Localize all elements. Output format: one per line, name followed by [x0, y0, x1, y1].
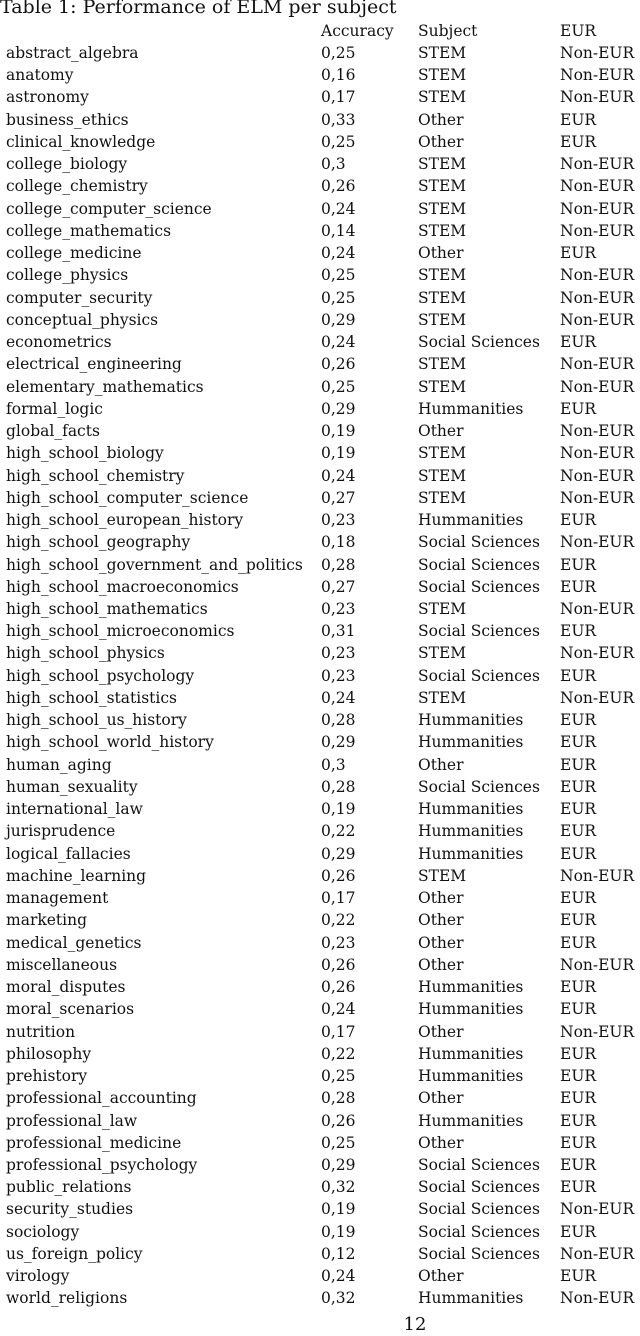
- cell-eur: EUR: [560, 622, 597, 641]
- cell-accuracy: 0,26: [321, 177, 356, 196]
- cell-subject: Other: [418, 955, 464, 974]
- cell-accuracy: 0,24: [321, 333, 356, 352]
- cell-accuracy: 0,24: [321, 244, 356, 263]
- cell-name: high_school_microeconomics: [6, 622, 235, 641]
- table-row: [0, 754, 640, 776]
- cell-subject: Social Sciences: [418, 533, 540, 552]
- cell-subject: Social Sciences: [418, 555, 540, 574]
- cell-eur: EUR: [560, 511, 597, 530]
- cell-name: college_computer_science: [6, 199, 212, 218]
- cell-name: professional_psychology: [6, 1156, 198, 1174]
- cell-accuracy: 0,28: [321, 777, 356, 796]
- cell-accuracy: 0,23: [321, 666, 356, 685]
- table-row: [0, 353, 640, 375]
- cell-eur: Non-EUR: [560, 1200, 635, 1219]
- cell-eur: EUR: [560, 132, 597, 151]
- cell-subject: STEM: [418, 310, 467, 329]
- cell-accuracy: 0,31: [321, 622, 356, 641]
- cell-accuracy: 0,18: [321, 533, 356, 552]
- cell-accuracy: 0,32: [321, 1289, 356, 1308]
- cell-subject: STEM: [418, 355, 467, 374]
- table-row: [0, 131, 640, 153]
- table-row: [0, 932, 640, 954]
- cell-eur: Non-EUR: [560, 377, 635, 396]
- cell-eur: EUR: [560, 978, 597, 997]
- cell-eur: Non-EUR: [560, 422, 635, 441]
- cell-accuracy: 0,25: [321, 377, 356, 396]
- table-row: [0, 1287, 640, 1309]
- cell-accuracy: 0,19: [321, 800, 356, 819]
- cell-eur: Non-EUR: [560, 466, 635, 485]
- cell-eur: Non-EUR: [560, 66, 635, 85]
- cell-accuracy: 0,24: [321, 688, 356, 707]
- cell-accuracy: 0,25: [321, 288, 356, 307]
- cell-accuracy: 0,26: [321, 1111, 356, 1130]
- cell-eur: Non-EUR: [560, 600, 635, 618]
- table-row: [0, 687, 640, 709]
- cell-name: high_school_computer_science: [6, 488, 249, 507]
- cell-subject: Hummanities: [418, 1000, 524, 1019]
- cell-eur: EUR: [560, 777, 597, 796]
- cell-accuracy: 0,19: [321, 1200, 356, 1219]
- cell-name: college_medicine: [6, 244, 142, 263]
- cell-eur: EUR: [560, 555, 597, 574]
- table-row: [0, 175, 640, 197]
- header-eur: EUR: [560, 22, 597, 40]
- cell-name: high_school_physics: [6, 644, 165, 663]
- table-row: [0, 998, 640, 1020]
- cell-eur: Non-EUR: [560, 955, 635, 974]
- cell-subject: Social Sciences: [418, 777, 540, 796]
- cell-name: jurisprudence: [6, 822, 116, 841]
- cell-name: moral_scenarios: [6, 1000, 135, 1019]
- cell-name: international_law: [6, 800, 143, 819]
- cell-name: global_facts: [6, 422, 100, 441]
- cell-name: machine_learning: [6, 866, 147, 885]
- cell-eur: Non-EUR: [560, 644, 635, 663]
- cell-eur: Non-EUR: [560, 355, 635, 374]
- table-row: [0, 1198, 640, 1220]
- cell-eur: EUR: [560, 1000, 597, 1019]
- cell-name: professional_accounting: [6, 1089, 197, 1108]
- table-row: [0, 954, 640, 976]
- cell-subject: STEM: [418, 66, 467, 85]
- cell-eur: EUR: [560, 399, 597, 418]
- cell-name: virology: [6, 1267, 70, 1286]
- cell-accuracy: 0,17: [321, 88, 356, 107]
- cell-name: college_physics: [6, 266, 129, 285]
- table-row: [0, 331, 640, 353]
- cell-eur: EUR: [560, 800, 597, 819]
- table-row: [0, 776, 640, 798]
- cell-name: world_religions: [6, 1289, 128, 1308]
- cell-subject: STEM: [418, 155, 467, 174]
- cell-name: high_school_psychology: [6, 666, 195, 685]
- table-row: [0, 1021, 640, 1043]
- cell-subject: STEM: [418, 44, 467, 62]
- cell-subject: Social Sciences: [418, 1178, 540, 1197]
- cell-name: high_school_biology: [6, 444, 164, 463]
- cell-accuracy: 0,29: [321, 310, 356, 329]
- table-row: [0, 1110, 640, 1132]
- cell-eur: Non-EUR: [560, 1022, 635, 1041]
- cell-subject: STEM: [418, 266, 467, 285]
- cell-eur: Non-EUR: [560, 155, 635, 174]
- cell-eur: EUR: [560, 577, 597, 596]
- table-row: [0, 1176, 640, 1198]
- cell-subject: Social Sciences: [418, 1222, 540, 1241]
- cell-name: anatomy: [6, 66, 74, 85]
- table-row: [0, 86, 640, 108]
- cell-accuracy: 0,29: [321, 1156, 356, 1174]
- cell-name: college_biology: [6, 155, 128, 174]
- cell-accuracy: 0,3: [321, 155, 346, 174]
- cell-eur: EUR: [560, 1133, 597, 1152]
- cell-accuracy: 0,23: [321, 933, 356, 952]
- cell-subject: Other: [418, 1267, 464, 1286]
- cell-eur: EUR: [560, 822, 597, 841]
- cell-subject: Hummanities: [418, 978, 524, 997]
- cell-accuracy: 0,27: [321, 488, 356, 507]
- cell-name: high_school_geography: [6, 533, 191, 552]
- table-row: [0, 220, 640, 242]
- cell-eur: EUR: [560, 889, 597, 908]
- cell-name: electrical_engineering: [6, 355, 182, 374]
- cell-name: marketing: [6, 911, 88, 930]
- cell-name: conceptual_physics: [6, 310, 159, 329]
- cell-name: high_school_macroeconomics: [6, 577, 239, 596]
- table-row: [0, 398, 640, 420]
- table-row: [0, 465, 640, 487]
- cell-subject: STEM: [418, 866, 467, 885]
- cell-subject: Hummanities: [418, 1044, 524, 1063]
- cell-name: high_school_world_history: [6, 733, 214, 752]
- cell-eur: EUR: [560, 1156, 597, 1174]
- cell-subject: Hummanities: [418, 1067, 524, 1086]
- cell-eur: EUR: [560, 1111, 597, 1130]
- table-row: [0, 798, 640, 820]
- cell-subject: Hummanities: [418, 1289, 524, 1308]
- cell-subject: Hummanities: [418, 511, 524, 530]
- cell-accuracy: 0,32: [321, 1178, 356, 1197]
- cell-name: high_school_mathematics: [6, 600, 208, 618]
- cell-accuracy: 0,33: [321, 110, 356, 129]
- cell-eur: Non-EUR: [560, 444, 635, 463]
- table-row: [0, 198, 640, 220]
- cell-subject: STEM: [418, 688, 467, 707]
- table-row: [0, 109, 640, 131]
- cell-subject: STEM: [418, 644, 467, 663]
- cell-accuracy: 0,17: [321, 889, 356, 908]
- cell-subject: Hummanities: [418, 844, 524, 863]
- cell-accuracy: 0,24: [321, 1267, 356, 1286]
- cell-name: astronomy: [6, 88, 89, 107]
- cell-name: logical_fallacies: [6, 844, 131, 863]
- cell-subject: Hummanities: [418, 733, 524, 752]
- cell-subject: STEM: [418, 488, 467, 507]
- cell-accuracy: 0,25: [321, 266, 356, 285]
- cell-name: nutrition: [6, 1022, 76, 1041]
- cell-subject: Social Sciences: [418, 1200, 540, 1219]
- cell-accuracy: 0,24: [321, 1000, 356, 1019]
- table-row: [0, 1243, 640, 1265]
- table-row: [0, 1043, 640, 1065]
- cell-accuracy: 0,22: [321, 1044, 356, 1063]
- cell-subject: Other: [418, 422, 464, 441]
- cell-subject: Hummanities: [418, 822, 524, 841]
- table-row: [0, 865, 640, 887]
- table-row: [0, 843, 640, 865]
- table-row: [0, 709, 640, 731]
- cell-name: professional_law: [6, 1111, 138, 1130]
- cell-accuracy: 0,23: [321, 600, 356, 618]
- cell-name: college_chemistry: [6, 177, 148, 196]
- table-row: [0, 909, 640, 931]
- table-row: [0, 820, 640, 842]
- cell-accuracy: 0,19: [321, 444, 356, 463]
- cell-eur: Non-EUR: [560, 88, 635, 107]
- table-row: [0, 264, 640, 286]
- cell-subject: Social Sciences: [418, 333, 540, 352]
- table-row: [0, 1265, 640, 1287]
- cell-name: us_foreign_policy: [6, 1244, 143, 1263]
- cell-accuracy: 0,28: [321, 711, 356, 730]
- cell-name: econometrics: [6, 333, 112, 352]
- cell-accuracy: 0,25: [321, 1067, 356, 1086]
- table-row: [0, 287, 640, 309]
- cell-accuracy: 0,19: [321, 422, 356, 441]
- cell-subject: Other: [418, 911, 464, 930]
- cell-eur: EUR: [560, 933, 597, 952]
- cell-accuracy: 0,14: [321, 221, 356, 240]
- cell-name: security_studies: [6, 1200, 134, 1219]
- cell-name: moral_disputes: [6, 978, 126, 997]
- table-row: [0, 42, 640, 64]
- cell-accuracy: 0,22: [321, 911, 356, 930]
- table-row: [0, 1065, 640, 1087]
- table-row: [0, 976, 640, 998]
- cell-accuracy: 0,29: [321, 733, 356, 752]
- cell-name: computer_security: [6, 288, 153, 307]
- cell-subject: Other: [418, 1022, 464, 1041]
- cell-subject: Social Sciences: [418, 666, 540, 685]
- cell-accuracy: 0,17: [321, 1022, 356, 1041]
- cell-accuracy: 0,29: [321, 844, 356, 863]
- table-row: [0, 376, 640, 398]
- table-row: [0, 153, 640, 175]
- cell-accuracy: 0,16: [321, 66, 356, 85]
- cell-accuracy: 0,26: [321, 355, 356, 374]
- cell-accuracy: 0,3: [321, 755, 346, 774]
- cell-eur: Non-EUR: [560, 288, 635, 307]
- cell-eur: EUR: [560, 1089, 597, 1108]
- table-row: [0, 1132, 640, 1154]
- header-accuracy: Accuracy: [321, 22, 394, 40]
- cell-eur: Non-EUR: [560, 221, 635, 240]
- cell-accuracy: 0,27: [321, 577, 356, 596]
- cell-eur: EUR: [560, 244, 597, 263]
- cell-subject: STEM: [418, 600, 467, 618]
- cell-accuracy: 0,19: [321, 1222, 356, 1241]
- cell-eur: Non-EUR: [560, 199, 635, 218]
- cell-name: clinical_knowledge: [6, 132, 156, 151]
- cell-accuracy: 0,25: [321, 132, 356, 151]
- cell-accuracy: 0,22: [321, 822, 356, 841]
- cell-accuracy: 0,26: [321, 978, 356, 997]
- table-row: [0, 531, 640, 553]
- cell-eur: EUR: [560, 911, 597, 930]
- cell-eur: EUR: [560, 1267, 597, 1286]
- cell-eur: Non-EUR: [560, 44, 635, 62]
- cell-name: high_school_government_and_politics: [6, 555, 303, 574]
- cell-subject: STEM: [418, 288, 467, 307]
- cell-subject: Hummanities: [418, 800, 524, 819]
- cell-name: sociology: [6, 1222, 80, 1241]
- cell-eur: EUR: [560, 1044, 597, 1063]
- cell-name: philosophy: [6, 1044, 92, 1063]
- cell-subject: Other: [418, 933, 464, 952]
- cell-name: management: [6, 889, 109, 908]
- cell-subject: Hummanities: [418, 1111, 524, 1130]
- cell-eur: EUR: [560, 844, 597, 863]
- table-row: [0, 242, 640, 264]
- table-row: [0, 64, 640, 86]
- cell-eur: EUR: [560, 1222, 597, 1241]
- cell-eur: Non-EUR: [560, 310, 635, 329]
- cell-subject: Other: [418, 132, 464, 151]
- cell-eur: EUR: [560, 733, 597, 752]
- cell-eur: Non-EUR: [560, 866, 635, 885]
- table-row: [0, 620, 640, 642]
- cell-subject: Other: [418, 889, 464, 908]
- table-row: [0, 420, 640, 442]
- cell-eur: Non-EUR: [560, 533, 635, 552]
- cell-accuracy: 0,29: [321, 399, 356, 418]
- cell-accuracy: 0,26: [321, 866, 356, 885]
- cell-subject: Other: [418, 1089, 464, 1108]
- cell-name: human_sexuality: [6, 777, 138, 796]
- cell-name: professional_medicine: [6, 1133, 182, 1152]
- cell-eur: EUR: [560, 1067, 597, 1086]
- cell-name: public_relations: [6, 1178, 132, 1197]
- header-subject: Subject: [418, 22, 478, 40]
- table-row: [0, 442, 640, 464]
- table-header: [0, 20, 640, 42]
- cell-name: high_school_european_history: [6, 511, 244, 530]
- table-row: [0, 554, 640, 576]
- cell-subject: STEM: [418, 177, 467, 196]
- cell-name: human_aging: [6, 755, 112, 774]
- cell-name: high_school_chemistry: [6, 466, 185, 485]
- table-row: [0, 509, 640, 531]
- cell-subject: Other: [418, 755, 464, 774]
- cell-subject: Social Sciences: [418, 1156, 540, 1174]
- cell-subject: STEM: [418, 199, 467, 218]
- cell-name: elementary_mathematics: [6, 377, 204, 396]
- cell-eur: Non-EUR: [560, 488, 635, 507]
- cell-accuracy: 0,24: [321, 199, 356, 218]
- cell-eur: Non-EUR: [560, 177, 635, 196]
- cell-subject: Social Sciences: [418, 577, 540, 596]
- cell-accuracy: 0,25: [321, 44, 356, 62]
- cell-subject: STEM: [418, 88, 467, 107]
- table-row: [0, 887, 640, 909]
- page-number: 12: [403, 1314, 427, 1335]
- cell-subject: STEM: [418, 377, 467, 396]
- cell-eur: Non-EUR: [560, 688, 635, 707]
- cell-name: formal_logic: [6, 399, 103, 418]
- cell-name: miscellaneous: [6, 955, 118, 974]
- table-row: [0, 576, 640, 598]
- cell-name: prehistory: [6, 1067, 88, 1086]
- cell-accuracy: 0,23: [321, 511, 356, 530]
- table-row: [0, 598, 640, 620]
- table-row: [0, 642, 640, 664]
- cell-name: high_school_us_history: [6, 711, 187, 730]
- cell-accuracy: 0,28: [321, 555, 356, 574]
- cell-accuracy: 0,23: [321, 644, 356, 663]
- cell-name: medical_genetics: [6, 933, 142, 952]
- cell-subject: Hummanities: [418, 399, 524, 418]
- cell-accuracy: 0,28: [321, 1089, 356, 1108]
- cell-name: business_ethics: [6, 110, 129, 129]
- table-row: [0, 1221, 640, 1243]
- table-row: [0, 731, 640, 753]
- cell-eur: EUR: [560, 711, 597, 730]
- cell-subject: Other: [418, 244, 464, 263]
- cell-accuracy: 0,24: [321, 466, 356, 485]
- cell-name: abstract_algebra: [6, 44, 139, 62]
- cell-eur: EUR: [560, 666, 597, 685]
- cell-eur: EUR: [560, 110, 597, 129]
- cell-eur: EUR: [560, 1178, 597, 1197]
- cell-subject: Other: [418, 110, 464, 129]
- cell-accuracy: 0,26: [321, 955, 356, 974]
- cell-eur: Non-EUR: [560, 1244, 635, 1263]
- cell-subject: Hummanities: [418, 711, 524, 730]
- cell-eur: Non-EUR: [560, 266, 635, 285]
- cell-subject: STEM: [418, 221, 467, 240]
- table-row: [0, 309, 640, 331]
- cell-subject: Social Sciences: [418, 622, 540, 641]
- cell-name: high_school_statistics: [6, 688, 177, 707]
- cell-eur: EUR: [560, 755, 597, 774]
- cell-accuracy: 0,12: [321, 1244, 356, 1263]
- table-row: [0, 487, 640, 509]
- table-row: [0, 1087, 640, 1109]
- table-row: [0, 1154, 640, 1176]
- cell-eur: Non-EUR: [560, 1289, 635, 1308]
- cell-accuracy: 0,25: [321, 1133, 356, 1152]
- cell-subject: Social Sciences: [418, 1244, 540, 1263]
- cell-subject: STEM: [418, 444, 467, 463]
- table-caption: Table 1: Performance of ELM per subject: [0, 0, 397, 18]
- cell-name: college_mathematics: [6, 221, 172, 240]
- cell-subject: STEM: [418, 466, 467, 485]
- table-row: [0, 665, 640, 687]
- cell-eur: EUR: [560, 333, 597, 352]
- cell-subject: Other: [418, 1133, 464, 1152]
